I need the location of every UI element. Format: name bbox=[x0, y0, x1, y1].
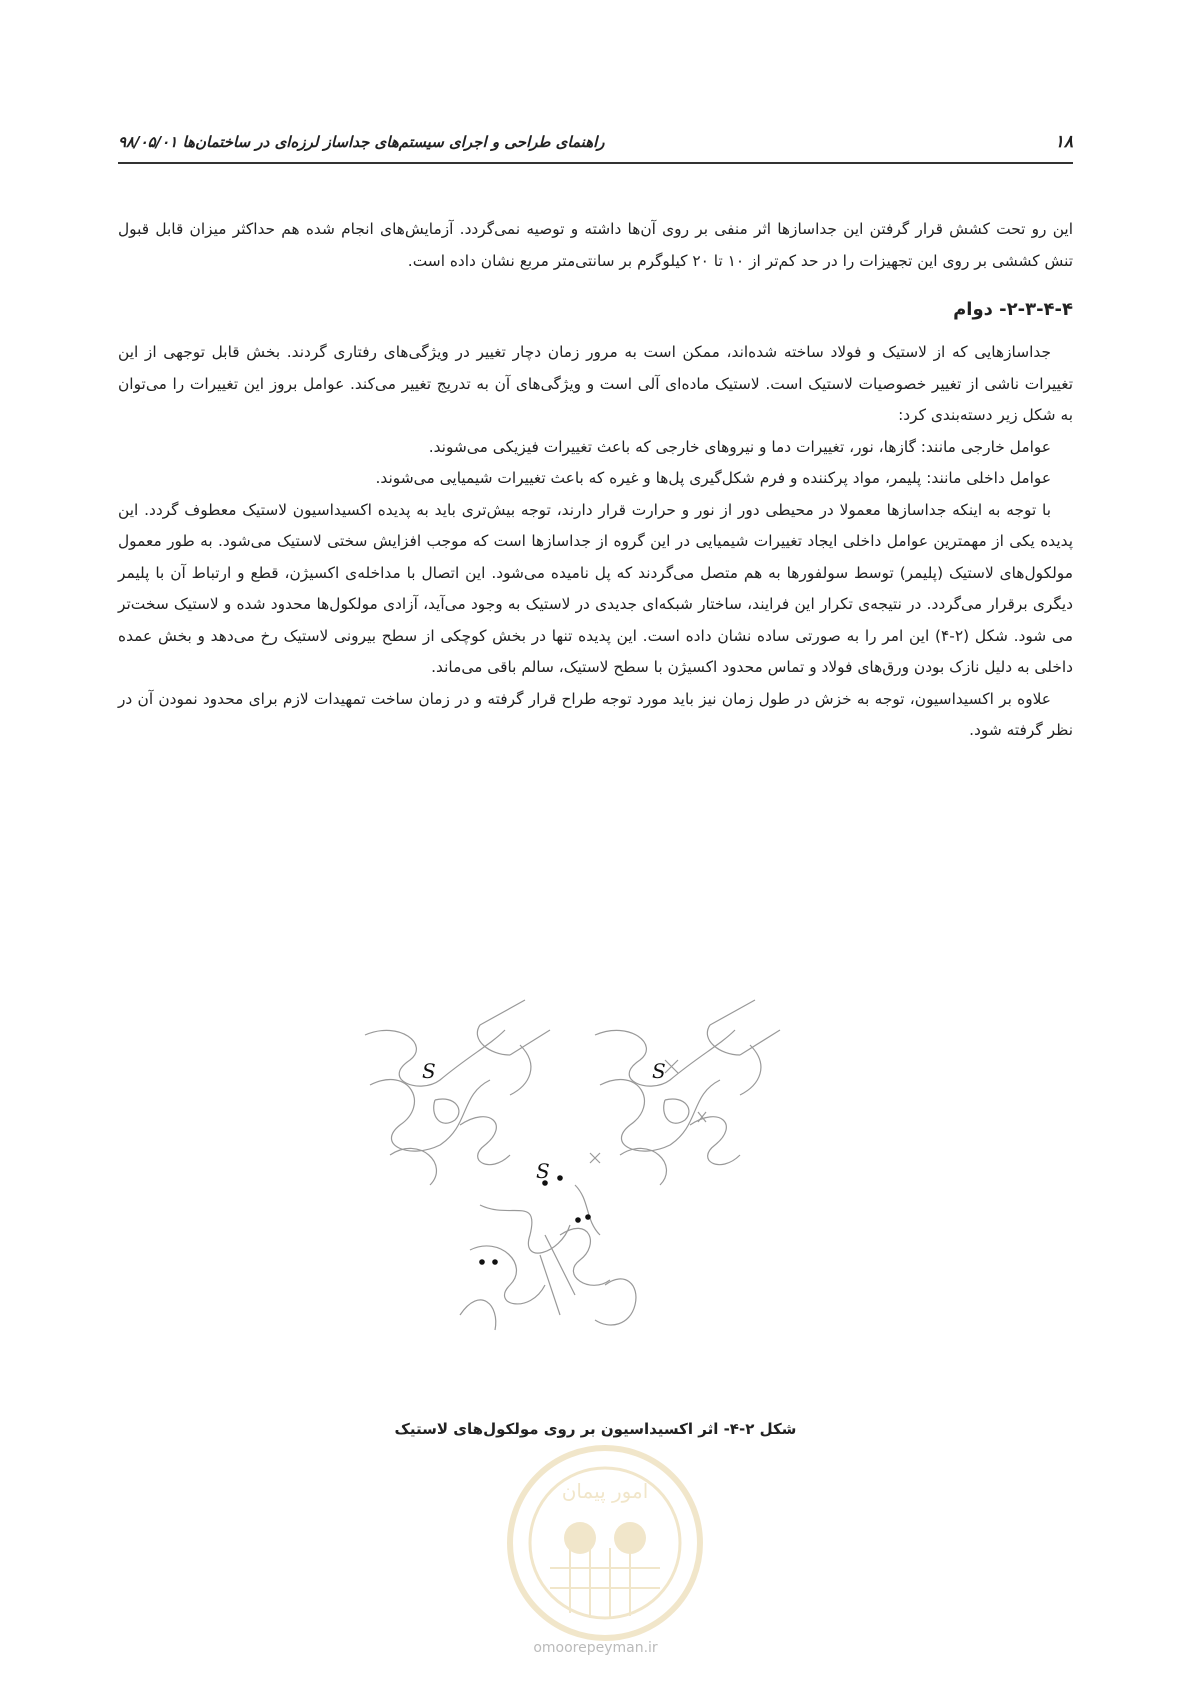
watermark-logo-text: امور پیمان bbox=[561, 1479, 649, 1503]
paragraph: علاوه بر اکسیداسیون، توجه به خزش در طول زمان نیز باید مورد توجه طراح قرار گرفته و در زمان ساخت تمهیدات لازم برای محدود نمودن آن در نظر گرفته شود. bbox=[118, 689, 1073, 739]
list-item: عوامل داخلی مانند: پلیمر، مواد پرکننده و فرم شکل‌گیری پل‌ها و غیره که باعث تغییرات شیمیایی می‌شوند. bbox=[375, 469, 1051, 487]
figure-label: S bbox=[536, 1159, 550, 1183]
figure-caption: شکل ۲-۴- اثر اکسیداسیون بر روی مولکول‌های لاستیک bbox=[394, 1420, 797, 1438]
figure-label: S bbox=[652, 1059, 666, 1083]
running-title: راهنمای طراحی و اجرای سیستم‌های جداساز لرزه‌ای در ساختمان‌ها ۹۸/۰۵/۰۱ bbox=[118, 133, 605, 151]
molecule-diagram bbox=[360, 985, 820, 1405]
body-text bbox=[118, 214, 1073, 747]
page-header bbox=[118, 126, 1073, 164]
paragraph: این رو تحت کشش قرار گرفتن این جداسازها اثر منفی بر روی آن‌ها داشته و توصیه نمی‌گردد. آزمایش‌های انجام شده هم حداکثر میزان قابل قبول تنش کششی بر روی این تجهیزات را در حد کم‌تر از ۱۰ تا ۲۰ کیلوگرم بر سانتی‌متر مربع نشان داده است. bbox=[118, 220, 1073, 270]
figure-label: S bbox=[422, 1059, 436, 1083]
page-number: ۱۸ bbox=[1054, 132, 1073, 152]
watermark-logo bbox=[500, 1438, 710, 1648]
paragraph: با توجه به اینکه جداسازها معمولا در محیطی دور از نور و حرارت قرار دارند، توجه بیش‌تری باید به پدیده اکسیداسیون لاستیک معطوف گردد. این پدیده یکی از مهمترین عوامل داخلی ایجاد تغییرات شیمیایی در این گروه از جداسازها است که موجب افزایش سختی لاستیک می‌شود. به طور معمول مولکول‌های لاستیک (پلیمر) توسط سولفورها به هم متصل می‌گردند که پل نامیده می‌شود. این اتصال با مداخله‌ی اکسیژن، قطع و ارتباط آن با پلیمر دیگری برقرار می‌گردد. در نتیجه‌ی تکرار این فرایند، ساختار شبکه‌ای جدیدی در لاستیک به وجود می‌آید، آزادی مولکول‌ها محدود شده و لاستیک سخت‌تر می شود. شکل (۲-۴) این امر را به صورتی ساده نشان داده است. این پدیده تنها در بخش کوچکی از سطح بیرونی لاستیک رخ می‌دهد و بخش عمده داخلی به دلیل نازک بودن ورق‌های فولاد و تماس محدود اکسیژن با سطح لاستیک، سالم باقی می‌ماند. bbox=[118, 500, 1073, 676]
watermark-site: omoorepeyman.ir bbox=[533, 1640, 658, 1656]
oxidation-figure bbox=[360, 985, 820, 1405]
list-item: عوامل خارجی مانند: گازها، نور، تغییرات دما و نیروهای خارجی که باعث تغییرات فیزیکی می‌شوند. bbox=[428, 437, 1051, 456]
section-heading: ۲-۳-۴-۴- دوام bbox=[953, 299, 1073, 320]
paragraph: جداسازهایی که از لاستیک و فولاد ساخته شده‌اند، ممکن است به مرور زمان دچار تغییر در ویژگی‌های رفتاری گردند. بخش قابل توجهی از این تغییرات ناشی از تغییر خصوصیات لاستیک است. لاستیک ماده‌ای آلی است و ویژگی‌های آن به تدریج تغییر می‌کند. عوامل بروز این تغییرات را می‌توان به شکل زیر دسته‌بندی کرد: bbox=[118, 343, 1073, 424]
